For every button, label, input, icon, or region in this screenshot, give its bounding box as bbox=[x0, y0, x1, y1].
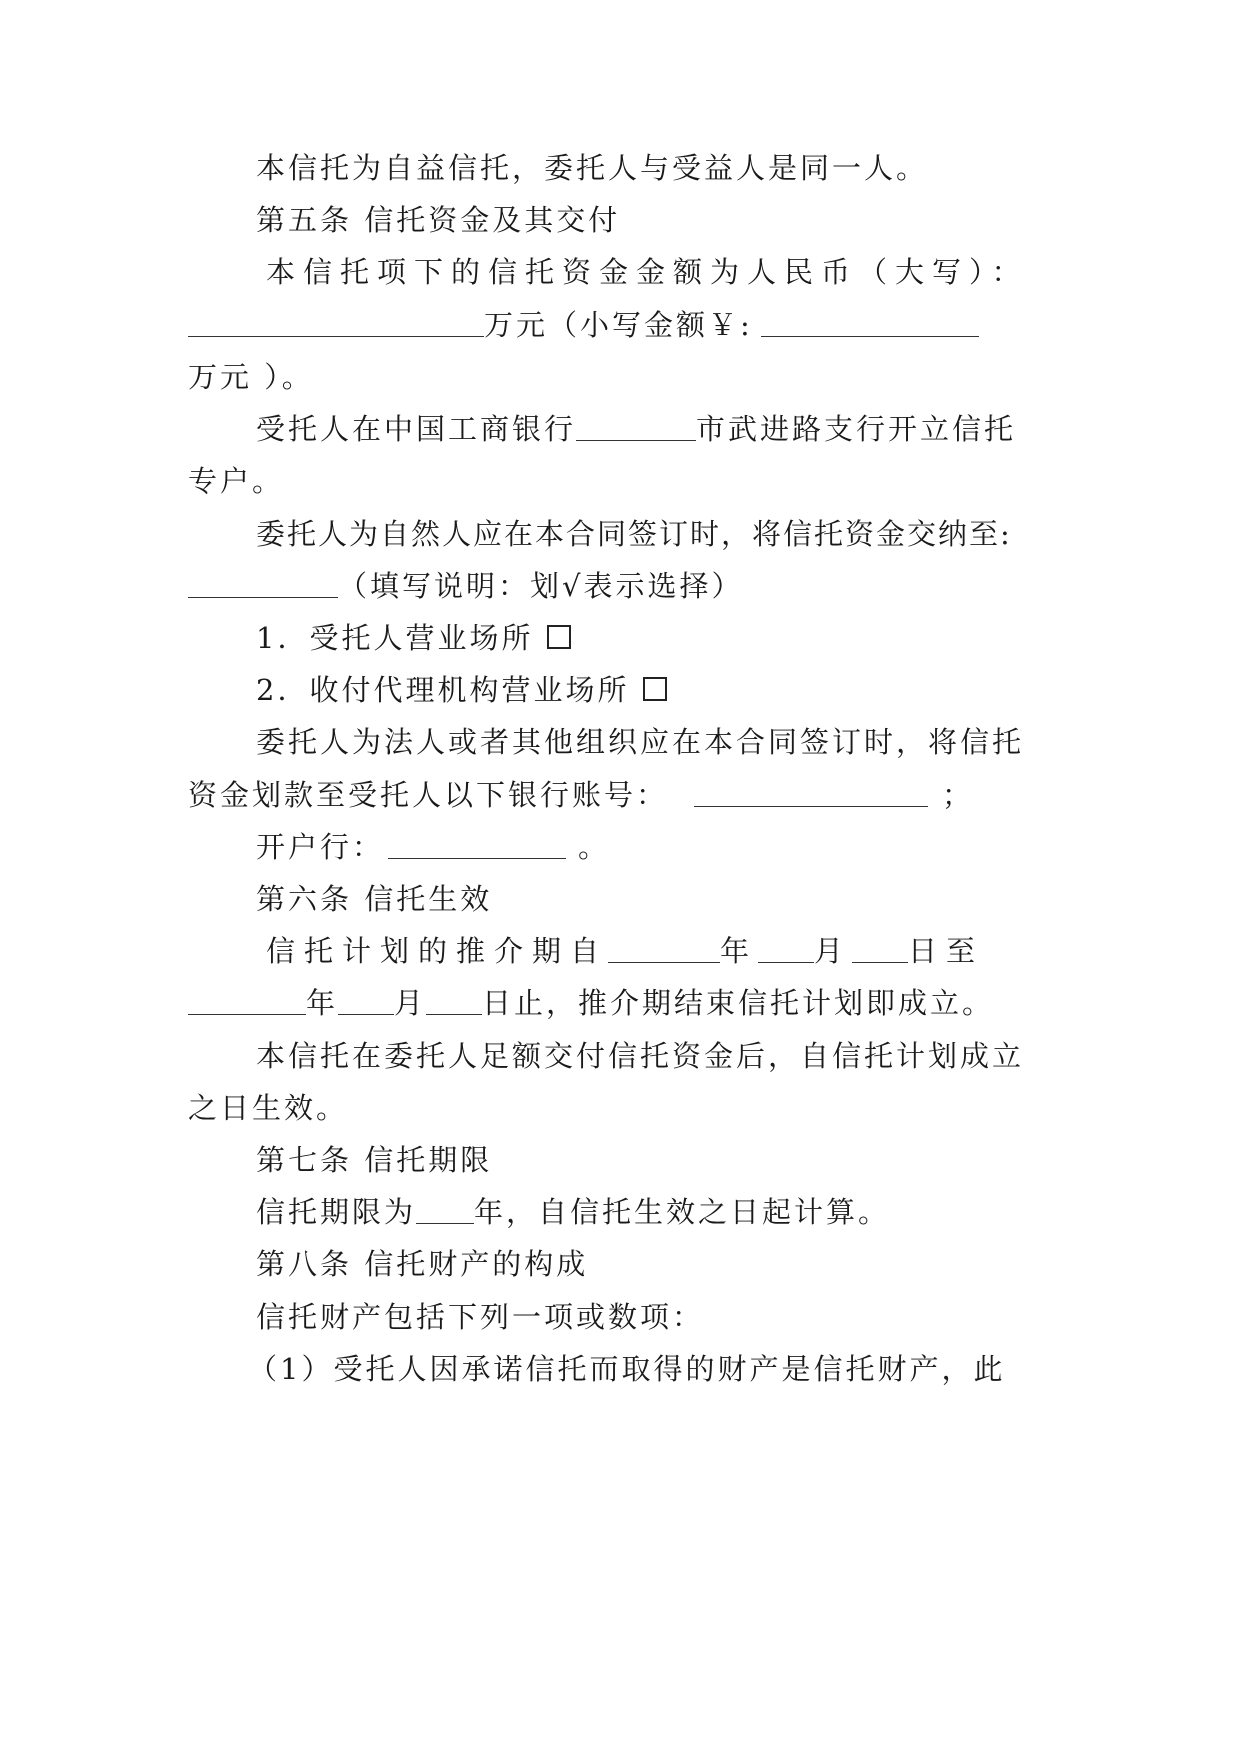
paragraph-natural-person: 委托人为自然人应在本合同签订时，将信托资金交纳至: bbox=[256, 517, 1012, 551]
start-year-blank[interactable] bbox=[608, 936, 720, 963]
term-years-blank[interactable] bbox=[416, 1197, 474, 1224]
end-year-label: 年 bbox=[306, 986, 339, 1020]
term-label: 信托期限为 bbox=[256, 1195, 417, 1229]
heading-article-8: 第八条 信托财产的构成 bbox=[256, 1247, 589, 1281]
effective-close-text: 之日生效。 bbox=[188, 1091, 349, 1125]
line-bank-account bbox=[188, 775, 1068, 815]
amount-unit-label: 万元（小写金额￥: bbox=[484, 308, 753, 342]
end-month-label: 月 bbox=[394, 986, 427, 1020]
option-trustee-office bbox=[256, 618, 1068, 658]
account-label: 资金划款至受托人以下银行账号： bbox=[188, 778, 669, 812]
amount-uppercase-blank[interactable] bbox=[188, 310, 484, 337]
paragraph-property-items: 信托财产包括下列一项或数项： bbox=[256, 1300, 705, 1334]
option-2-label: 2．收付代理机构营业场所 bbox=[256, 673, 630, 707]
option-2-checkbox[interactable] bbox=[643, 677, 667, 701]
bank-city-blank[interactable] bbox=[576, 414, 696, 441]
paragraph-effective: 本信托在委托人足额交付信托资金后，自信托计划成立 bbox=[256, 1039, 1025, 1073]
amount-lowercase-blank[interactable] bbox=[761, 310, 979, 337]
paragraph-property-1: （1）受托人因承诺信托而取得的财产是信托财产，此 bbox=[248, 1352, 1006, 1386]
opening-bank-blank[interactable] bbox=[388, 832, 566, 859]
promotion-label: 信托计划的推介期自 bbox=[266, 934, 609, 968]
day-label: 日至 bbox=[908, 934, 985, 968]
opening-bank-label: 开户行： bbox=[256, 830, 385, 864]
period: 。 bbox=[578, 830, 611, 864]
year-label: 年 bbox=[720, 934, 759, 968]
heading-article-7: 第七条 信托期限 bbox=[256, 1143, 493, 1177]
term-text: 年，自信托生效之日起计算。 bbox=[474, 1195, 891, 1229]
line-payment-location bbox=[188, 566, 1068, 606]
start-day-blank[interactable] bbox=[852, 936, 908, 963]
line-trust-account-bank bbox=[256, 409, 1068, 449]
option-1-label: 1．受托人营业场所 bbox=[256, 621, 534, 655]
bank-account-blank[interactable] bbox=[694, 780, 928, 807]
line-trust-term bbox=[256, 1192, 1068, 1232]
option-agent-office bbox=[256, 670, 1068, 710]
paragraph-self-benefit: 本信托为自益信托，委托人与受益人是同一人。 bbox=[256, 151, 929, 185]
account-close-text: 专户。 bbox=[188, 464, 285, 498]
line-opening-bank bbox=[256, 827, 1068, 867]
bank-branch-label: 市武进路支行开立信托 bbox=[696, 412, 1017, 446]
heading-article-5: 第五条 信托资金及其交付 bbox=[256, 203, 621, 237]
line-promotion-end bbox=[188, 983, 1068, 1023]
option-1-checkbox[interactable] bbox=[547, 625, 571, 649]
end-text: 日止，推介期结束信托计划即成立。 bbox=[482, 986, 995, 1020]
heading-article-6: 第六条 信托生效 bbox=[256, 882, 493, 916]
fill-instruction: （填写说明：划√表示选择） bbox=[338, 569, 744, 603]
end-day-blank[interactable] bbox=[426, 988, 482, 1015]
payment-location-blank[interactable] bbox=[188, 571, 338, 598]
line-amount-fields bbox=[188, 305, 1068, 345]
start-month-blank[interactable] bbox=[758, 936, 814, 963]
paragraph-legal-person: 委托人为法人或者其他组织应在本合同签订时，将信托 bbox=[256, 725, 1025, 759]
month-label: 月 bbox=[814, 934, 853, 968]
amount-close-text: 万元 ）。 bbox=[188, 360, 314, 394]
line-promotion-start bbox=[266, 931, 1068, 971]
end-year-blank[interactable] bbox=[188, 988, 306, 1015]
end-month-blank[interactable] bbox=[338, 988, 394, 1015]
bank-label: 受托人在中国工商银行 bbox=[256, 412, 577, 446]
paragraph-trust-amount: 本信托项下的信托资金金额为人民币（大写）： bbox=[266, 255, 1029, 289]
semicolon: ； bbox=[942, 778, 975, 812]
